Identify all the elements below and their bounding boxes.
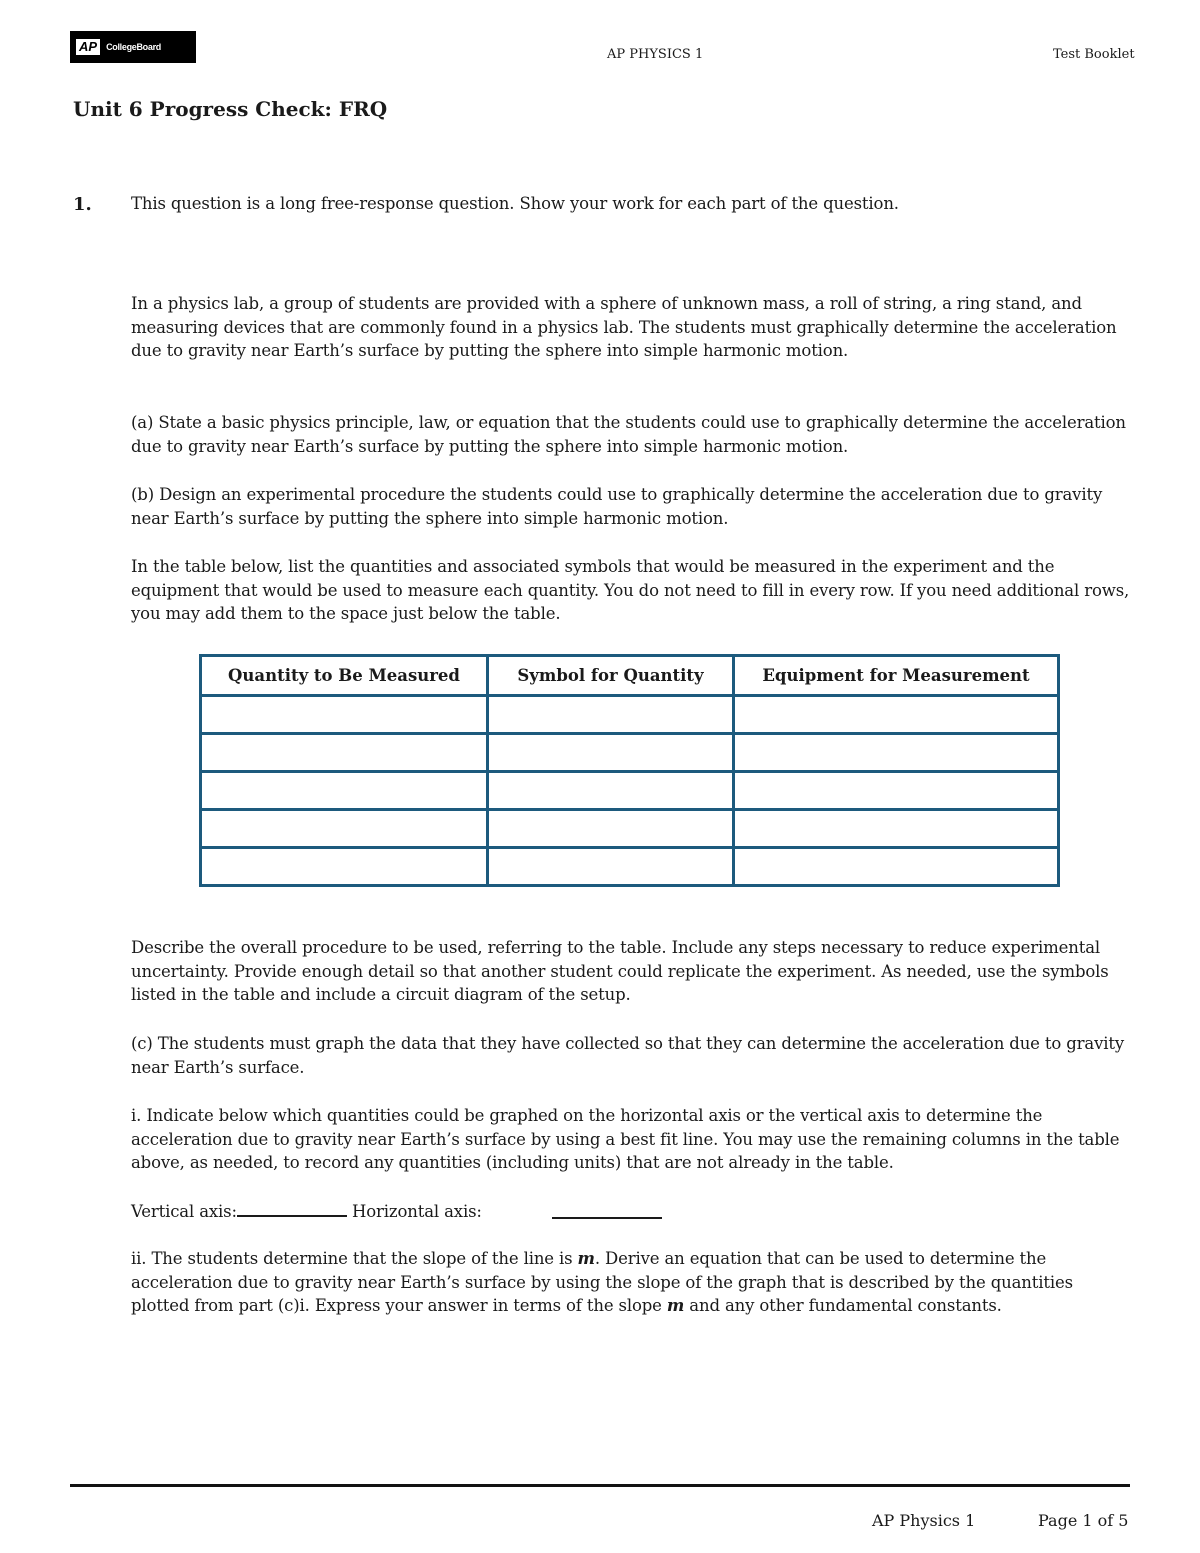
table-row (201, 696, 1059, 734)
part-c-i-prompt: i. Indicate below which quantities could be graphed on the horizontal axis or the vertical axis to determine the acceleration due to gravity near Earth’s surface by using a best fit line. You may use the remaining columns in the table above, as needed, to record any quantities (including units) that are not already in the table. (131, 1106, 1120, 1172)
header-quantity: Quantity to Be Measured (201, 656, 488, 696)
symbol-cell[interactable] (488, 772, 734, 810)
symbol-cell[interactable] (488, 810, 734, 848)
table-row (201, 734, 1059, 772)
quantity-cell[interactable] (201, 696, 488, 734)
table-row (201, 772, 1059, 810)
part-c-prompt: (c) The students must graph the data that they have collected so that they can determine the acceleration due to gravity near Earth’s surface. (131, 1034, 1125, 1077)
quantity-cell[interactable] (201, 810, 488, 848)
horizontal-axis-label: Horizontal axis: (352, 1202, 482, 1221)
slope-symbol: m (666, 1296, 685, 1315)
quantity-cell[interactable] (201, 848, 488, 886)
question-number: 1. (73, 194, 92, 215)
page-title: Unit 6 Progress Check: FRQ (73, 97, 388, 121)
equipment-cell[interactable] (734, 772, 1059, 810)
horizontal-axis-blank[interactable] (552, 1201, 662, 1219)
part-b-prompt: (b) Design an experimental procedure the students could use to graphically determine the acceleration due to gravity near Earth’s surface by putting the sphere into simple harmonic motion. (131, 485, 1103, 528)
question-intro: This question is a long free-response question. Show your work for each part of the question. (131, 194, 899, 213)
footer-page-number: Page 1 of 5 (1038, 1511, 1129, 1530)
table-row (201, 810, 1059, 848)
footer-course: AP Physics 1 (872, 1511, 976, 1530)
collegeboard-wordmark: CollegeBoard (106, 42, 161, 52)
part-c-ii-prompt (131, 1247, 1131, 1318)
question-scenario: In a physics lab, a group of students are provided with a sphere of unknown mass, a roll of string, a ring stand, and measuring devices that are commonly found in a physics lab. The students must graphically determine the acceleration due to gravity near Earth’s surface by putting the sphere into simple harmonic motion. (131, 294, 1117, 360)
symbol-cell[interactable] (488, 734, 734, 772)
table-row (201, 848, 1059, 886)
quantity-cell[interactable] (201, 734, 488, 772)
equipment-cell[interactable] (734, 848, 1059, 886)
equipment-cell[interactable] (734, 810, 1059, 848)
quantity-cell[interactable] (201, 772, 488, 810)
vertical-axis-blank[interactable] (237, 1199, 347, 1217)
symbol-cell[interactable] (488, 696, 734, 734)
table-instructions: In the table below, list the quantities and associated symbols that would be measured in the experiment and the equipment that would be used to measure each quantity. You do not need to fill in every row. If you need additional rows, you may add them to the space just below the table. (131, 557, 1130, 623)
part-c-ii-text-3: and any other fundamental constants. (684, 1296, 1002, 1315)
table-header-row (201, 656, 1059, 696)
slope-symbol: m (577, 1249, 595, 1268)
footer-divider (70, 1484, 1130, 1487)
equipment-cell[interactable] (734, 696, 1059, 734)
ap-collegeboard-logo (70, 31, 196, 63)
equipment-cell[interactable] (734, 734, 1059, 772)
header-booklet: Test Booklet (1053, 47, 1135, 62)
part-a-prompt: (a) State a basic physics principle, law, or equation that the students could use to graphically determine the acceleration due to gravity near Earth’s surface by putting the sphere into simple harmonic motion. (131, 413, 1126, 456)
header-symbol: Symbol for Quantity (488, 656, 734, 696)
header-subject: AP PHYSICS 1 (607, 47, 704, 62)
part-c-ii-text-2: . Derive an equation that can be used to determine the acceleration due to gravity near Earth’s surface by using the slope of the graph that is described by the quantities plotted from part (c)i. Express your answer in terms of the slope (131, 1249, 1073, 1315)
ap-logo-mark: AP (76, 39, 100, 55)
symbol-cell[interactable] (488, 848, 734, 886)
vertical-axis-label: Vertical axis: (131, 1202, 237, 1221)
header-equipment: Equipment for Measurement (734, 656, 1059, 696)
measurement-table (199, 654, 1060, 887)
procedure-prompt: Describe the overall procedure to be used, referring to the table. Include any steps necessary to reduce experimental uncertainty. Provide enough detail so that another student could replicate the experiment. As needed, use the symbols listed in the table and include a circuit diagram of the setup. (131, 938, 1109, 1004)
part-c-ii-text-1: ii. The students determine that the slope of the line is (131, 1249, 578, 1268)
